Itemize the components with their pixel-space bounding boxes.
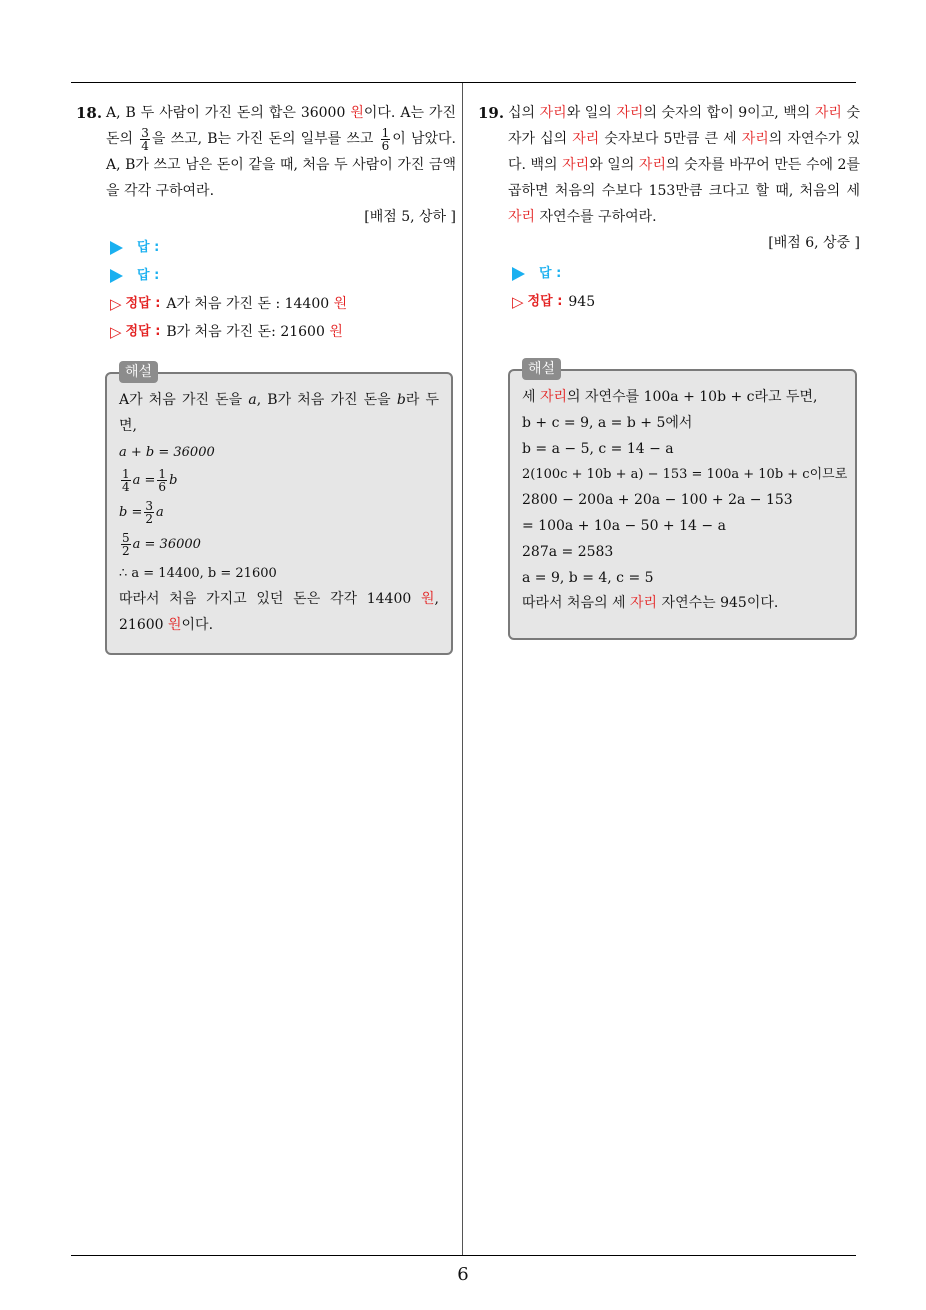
equation: a + b = 36000 [119,444,215,460]
solution-line: b = a − 5, c = 14 − a [522,440,674,457]
equation: b = $\frac{3}{2}$ a [119,499,164,527]
solution-tag: 해설 [522,358,561,380]
solution-tag: 해설 [119,361,158,383]
solution-line: 287a = 2583 [522,543,614,560]
equation: $\frac{5}{2}$ a = 36000 [122,531,201,559]
question-text: 십의 자리와 일의 자리의 숫자의 합이 9이고, 백의 자리 숫자가 십의 자리 숫자보다 5만큼 큰 세 자리의 자연수가 있다. 백의 자리와 일의 자리의 숫자를 바꾸어 만든 수에 2를 곱하면 처음의 수보다 153만큼 크다고 할 때, 처음의 세 자리 자연수를 구하여라. [배점 6, 상중 ] [508,100,860,256]
fraction-3-4: $\frac{3}{4}$ [141,125,149,153]
solution-box-18 [105,364,453,655]
question-number: 19. [478,104,505,122]
correct-label: 정답 : [125,324,161,339]
equation: ∴ a = 14400, b = 21600 [119,566,277,582]
correct-answer-row: ▷ 정답 : A가 처음 가진 돈 : 14400 원 [110,290,456,318]
answer-block [110,234,456,346]
play-triangle-icon [110,269,123,283]
solution-line: 세 자리의 자연수를 100a + 10b + c라고 두면, [522,389,818,405]
solution-line: b + c = 9, a = b + 5에서 [522,414,693,431]
answer-label: 답 : [137,268,160,283]
column-divider [462,83,463,1255]
answer-row[interactable] [110,234,456,262]
answer-block [512,260,860,316]
solution-line: 2(100c + 10b + a) − 153 = 100a + 10b + c이므로 [522,467,848,483]
correct-answer-row: ▷ 정답 : 945 [512,288,860,316]
solution-intro: A가 처음 가진 돈을 a, B가 처음 가진 돈을 b라 두면, [119,392,440,434]
question-number: 18. [76,104,103,122]
answer-row[interactable] [110,262,456,290]
solution-conclusion: 따라서 처음 가지고 있던 돈은 각각 14400 원, 21600 원이다. [119,591,439,633]
answer-label: 답 : [539,266,562,281]
fraction-1-6: $\frac{1}{6}$ [381,125,390,153]
score-meta: [배점 5, 상하 ] [364,209,456,225]
answer-row[interactable] [512,260,860,288]
outline-triangle-icon: ▷ [512,293,524,311]
score-meta: [배점 6, 상중 ] [768,235,860,251]
solution-line: 2800 − 200a + 20a − 100 + 2a − 153 [522,492,793,509]
solution-line: a = 9, b = 4, c = 5 [522,569,654,586]
play-triangle-icon [110,241,123,255]
header-rule [71,82,856,83]
solution-line: = 100a + 10a − 50 + 14 − a [522,517,726,534]
footer-rule [71,1255,856,1256]
equation: $\frac{1}{4}$ a = $\frac{1}{6}$ b [122,467,178,495]
question-19 [478,100,860,316]
outline-triangle-icon: ▷ [110,295,122,313]
correct-answer-row: ▷ 정답 : B가 처음 가진 돈: 21600 원 [110,318,456,346]
correct-label: 정답 : [527,294,563,309]
unit-won: 원 [350,105,364,121]
play-triangle-icon [512,267,525,281]
solution-line: 따라서 처음의 세 자리 자연수는 945이다. [522,595,779,612]
question-text: A, B 두 사람이 가진 돈의 합은 36000 원이다. A는 가진 돈의 $\frac{3}{4}$ 을 쓰고, B는 가진 돈의 일부를 쓰고 $\frac{1}{6}$ 이 남았다. A, B가 쓰고 남은 돈이 같을 때, 처음 두 사람이 가진 금액을 각각 구하여라. [배점 5, 상하 ] [106,100,456,230]
answer-label: 답 : [137,240,160,255]
outline-triangle-icon: ▷ [110,323,122,341]
question-18 [76,100,456,346]
page-number: 6 [457,1264,469,1285]
solution-box-19 [508,361,857,640]
correct-label: 정답 : [125,296,161,311]
